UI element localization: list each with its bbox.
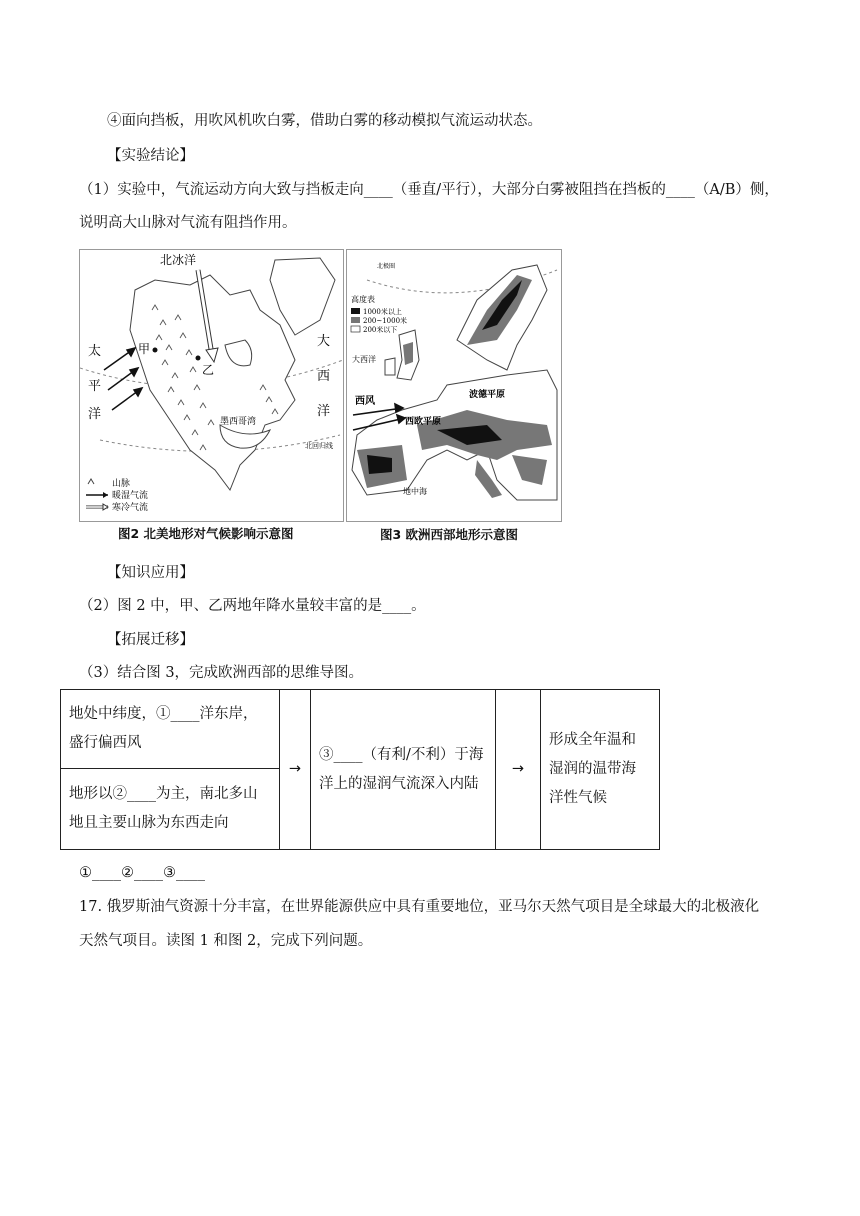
- location-line-2: 盛行偏西风: [69, 735, 142, 751]
- label-pacific-3: 洋: [88, 407, 102, 422]
- experiment-step-4: ④面向挡板，用吹风机吹白雾，借助白雾的移动模拟气流运动状态。: [107, 113, 542, 129]
- label-yi: 乙: [202, 363, 215, 377]
- label-pacific-2: 平: [88, 379, 102, 394]
- question-17-line-1: 17. 俄罗斯油气资源十分丰富，在世界能源供应中具有重要地位，亚马尔天然气项目是全球最大的北极液化: [79, 899, 760, 915]
- label-atlantic-1: 大: [317, 334, 331, 349]
- mind-map-cell-effect: [311, 690, 496, 850]
- heading-conclusion: 【实验结论】: [107, 148, 194, 164]
- label-pacific-1: 太: [88, 344, 102, 359]
- label-tropic-of-cancer: 北回归线: [305, 442, 333, 450]
- terrain-line-1: 地形以②____为主，南北多山: [69, 786, 258, 802]
- point-yi: [196, 356, 201, 361]
- question-1-line-2: 说明高大山脉对气流有阻挡作用。: [79, 215, 297, 231]
- label-arctic-ocean: 北冰洋: [160, 253, 197, 267]
- mind-map-cell-result: [541, 690, 660, 850]
- heading-knowledge-application: 【知识应用】: [107, 565, 194, 581]
- label-atlantic: 大西洋: [352, 355, 376, 364]
- europe-map-svg: [347, 250, 561, 521]
- legend-level-2: 200~1000米: [363, 317, 408, 325]
- terrain-line-2: 地且主要山脉为东西走向: [69, 815, 229, 831]
- label-polish-plain: 波德平原: [469, 390, 506, 400]
- mind-map-arrow-1: →: [280, 690, 311, 850]
- mind-map-table: [60, 689, 660, 850]
- warm-moist-airflow-arrows: [104, 348, 142, 410]
- figure-2-north-america-map: [79, 249, 344, 522]
- label-westerly: 西风: [355, 396, 375, 407]
- figure-2-caption: 图2 北美地形对气候影响示意图: [118, 526, 294, 541]
- question-3: （3）结合图 3，完成欧洲西部的思维导图。: [79, 665, 364, 681]
- result-line-1: 形成全年温和: [549, 732, 636, 748]
- label-arctic-circle: 北极圈: [377, 263, 396, 270]
- question-1-line-1: （1）实验中，气流运动方向大致与挡板走向____（垂直/平行），大部分白雾被阻挡在挡板的____（A/B）侧，: [79, 182, 779, 198]
- result-line-2: 湿润的温带海: [549, 761, 636, 777]
- label-atlantic-2: 西: [317, 369, 331, 384]
- answer-blanks: ①____②____③____: [79, 865, 205, 881]
- legend-level-1: 1000米以上: [363, 308, 402, 316]
- label-west-european-plain: 西欧平原: [405, 417, 442, 427]
- question-17-line-2: 天然气项目。读图 1 和图 2，完成下列问题。: [79, 933, 373, 949]
- legend-mountain-label: 山脉: [112, 479, 131, 489]
- mind-map-arrow-2: →: [496, 690, 541, 850]
- label-jia: 甲: [138, 342, 151, 356]
- heading-extension: 【拓展迁移】: [107, 632, 194, 648]
- location-line-1: 地处中纬度，①____洋东岸，: [69, 706, 258, 722]
- legend-level-3: 200米以下: [363, 326, 398, 334]
- result-line-3: 洋性气候: [549, 790, 607, 806]
- north-america-map-svg: [80, 250, 343, 521]
- point-jia: [153, 348, 158, 353]
- label-gulf-of-mexico: 墨西哥湾: [220, 417, 257, 427]
- label-mediterranean: 地中海: [403, 487, 427, 496]
- mind-map-cell-terrain: [61, 769, 280, 850]
- legend-warm-label: 暖湿气流: [112, 491, 149, 501]
- effect-line-2: 洋上的湿润气流深入内陆: [319, 775, 479, 792]
- legend-cold-label: 寒冷气流: [112, 503, 149, 513]
- label-atlantic-3: 洋: [317, 404, 331, 419]
- question-2: （2）图 2 中，甲、乙两地年降水量较丰富的是____。: [79, 598, 426, 614]
- figure-3-caption: 图3 欧洲西部地形示意图: [380, 527, 519, 542]
- figure-2-legend: [86, 477, 148, 513]
- figure-3-europe-map: [346, 249, 562, 522]
- mind-map-cell-location: [61, 690, 280, 769]
- legend-title: 高度表: [351, 295, 375, 304]
- figure-3-legend: [351, 294, 407, 334]
- effect-line-1: ③____（有利/不利）于海: [319, 746, 484, 763]
